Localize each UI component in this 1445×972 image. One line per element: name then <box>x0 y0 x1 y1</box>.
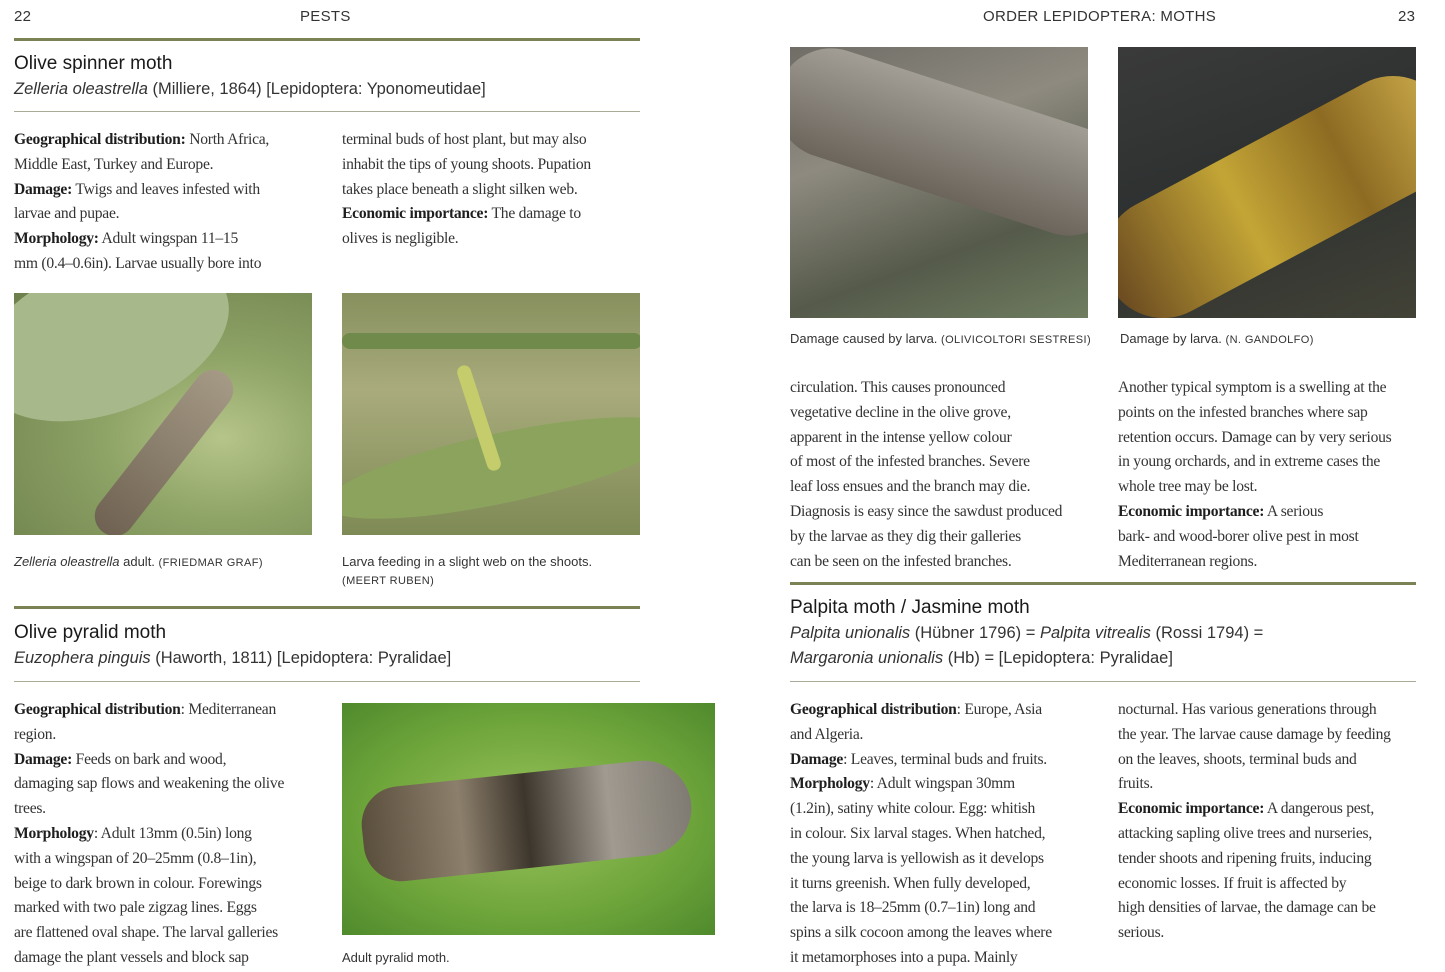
text-line <box>14 748 284 773</box>
text-line <box>790 376 1062 401</box>
line-text: North Africa, <box>185 131 270 148</box>
species-name: Palpita vitrealis <box>1039 624 1151 642</box>
text-line <box>790 847 1052 872</box>
photo-branch-damage <box>790 47 1088 318</box>
body-column <box>790 376 1062 574</box>
line-text: damaging sap flows and weakening the olive <box>14 775 285 793</box>
line-text: fruits. <box>1118 775 1154 793</box>
text-line <box>1118 450 1391 475</box>
text-line <box>1118 698 1391 723</box>
text-line <box>1118 797 1391 822</box>
text-line <box>790 550 1062 575</box>
text-line <box>1118 872 1391 897</box>
body-column <box>1118 376 1391 574</box>
photo-credit: (N. GANDOLFO) <box>1225 334 1314 346</box>
line-text: of most of the infested branches. Severe <box>790 453 1030 471</box>
text-line <box>14 896 284 921</box>
text-line <box>790 426 1062 451</box>
line-text: with a wingspan of 20–25mm (0.8–1in), <box>14 849 257 867</box>
text-line <box>790 797 1052 822</box>
text-line <box>1118 772 1391 797</box>
photo-caption <box>14 553 263 572</box>
line-text: economic losses. If fruit is affected by <box>1118 874 1347 892</box>
line-text: olives is negligible. <box>342 230 459 248</box>
text-line <box>14 797 284 822</box>
line-text: the year. The larvae cause damage by feeding <box>1118 725 1391 743</box>
text-line <box>14 202 269 227</box>
line-text: Adult wingspan 11–15 <box>98 230 239 248</box>
line-text: bark- and wood-borer olive pest in most <box>1118 527 1359 545</box>
text-line <box>790 500 1062 525</box>
photo-credit: (FRIEDMAR GRAF) <box>158 557 263 569</box>
text-line <box>342 227 591 252</box>
caption-text: Larva feeding in a slight web on the shoots. <box>342 554 593 569</box>
line-text: Feeds on bark and wood, <box>72 750 227 768</box>
text-line <box>1118 426 1391 451</box>
photo-caption <box>342 553 592 590</box>
body-column <box>1118 698 1391 946</box>
line-text: vegetative decline in the olive grove, <box>790 403 1011 421</box>
line-text: (1.2in), satiny white colour. Egg: whitish <box>790 800 1036 818</box>
text-line <box>790 475 1062 500</box>
photo-caption <box>790 330 1091 349</box>
text-line <box>14 822 284 847</box>
text-line <box>342 178 591 203</box>
line-text: Middle East, Turkey and Europe. <box>14 155 214 173</box>
caption-text: adult. <box>119 554 159 569</box>
text-line <box>14 723 284 748</box>
line-text: : Leaves, terminal buds and fruits. <box>843 750 1047 768</box>
line-text: in colour. Six larval stages. When hatched, <box>790 824 1046 842</box>
text-line <box>14 252 269 277</box>
text-line <box>1118 500 1391 525</box>
field-label: Morphology <box>14 824 94 842</box>
species-authority: (Milliere, 1864) [Lepidoptera: Yponomeutidae] <box>147 80 486 98</box>
line-text: points on the infested branches where sap <box>1118 403 1368 421</box>
text-line <box>14 153 269 178</box>
line-text: in young orchards, and in extreme cases the <box>1118 453 1381 471</box>
field-label: Damage: <box>14 180 73 198</box>
text-line <box>1118 748 1391 773</box>
line-text: A serious <box>1264 502 1324 520</box>
text-line <box>790 698 1052 723</box>
field-label: Morphology <box>790 775 870 793</box>
caption-italic: Zelleria oleastrella <box>14 554 120 569</box>
line-text: : Adult wingspan 30mm <box>869 775 1015 793</box>
body-column <box>14 128 269 277</box>
text-line <box>1118 921 1391 946</box>
field-label: Geographical distribution: <box>14 131 186 148</box>
line-text: apparent in the intense yellow colour <box>790 428 1012 446</box>
line-text: marked with two pale zigzag lines. Eggs <box>14 899 257 917</box>
field-label: Geographical distribution <box>14 701 181 718</box>
species-name: Zelleria oleastrella <box>14 80 148 98</box>
body-column <box>342 128 591 252</box>
line-text: : Europe, Asia <box>956 701 1042 718</box>
section-title: Olive spinner moth <box>14 53 173 74</box>
text-line <box>790 822 1052 847</box>
line-text: A dangerous pest, <box>1264 800 1374 818</box>
text-line <box>14 772 284 797</box>
line-text: it metamorphoses into a pupa. Mainly <box>790 948 1018 966</box>
text-line <box>14 128 269 153</box>
text-line <box>342 202 591 227</box>
line-text: : Adult 13mm (0.5in) long <box>93 824 252 842</box>
section-title: Palpita moth / Jasmine moth <box>790 597 1030 618</box>
line-text: attacking sapling olive trees and nurseries, <box>1118 824 1373 842</box>
line-text: the larva is 18–25mm (0.7–1in) long and <box>790 899 1036 917</box>
text-line <box>790 723 1052 748</box>
divider <box>14 681 640 682</box>
text-line <box>1118 723 1391 748</box>
line-text: on the leaves, shoots, terminal buds and <box>1118 750 1357 768</box>
text-line <box>14 847 284 872</box>
text-line <box>1118 376 1391 401</box>
line-text: terminal buds of host plant, but may also <box>342 131 587 148</box>
text-line <box>790 772 1052 797</box>
field-label: Damage <box>790 750 844 768</box>
photo-larva-damage <box>1118 47 1416 318</box>
line-text: by the larvae as they dig their galleries <box>790 527 1021 545</box>
line-text: Diagnosis is easy since the sawdust produced <box>790 502 1063 520</box>
line-text: region. <box>14 725 56 743</box>
line-text: tender shoots and ripening fruits, inducing <box>1118 849 1372 867</box>
text-line <box>14 698 284 723</box>
section-rule <box>14 38 640 41</box>
line-text: Twigs and leaves infested with <box>72 180 260 198</box>
line-text: takes place beneath a slight silken web. <box>342 180 578 198</box>
text-line <box>342 128 591 153</box>
text-line <box>14 921 284 946</box>
section-rule <box>14 606 640 609</box>
line-text: whole tree may be lost. <box>1118 478 1258 496</box>
text-line <box>790 896 1052 921</box>
line-text: leaf loss ensues and the branch may die. <box>790 478 1031 496</box>
line-text: and Algeria. <box>790 725 864 743</box>
line-text: can be seen on the infested branches. <box>790 552 1012 570</box>
text-line <box>790 921 1052 946</box>
line-text: Mediterranean regions. <box>1118 552 1258 570</box>
photo-credit: (MEERT RUBEN) <box>342 575 435 587</box>
field-label: Damage: <box>14 750 73 768</box>
text-line <box>1118 475 1391 500</box>
field-label: Economic importance: <box>1118 800 1265 818</box>
field-label: Economic importance: <box>1118 502 1265 520</box>
text-line <box>14 227 269 252</box>
line-text: nocturnal. Has various generations through <box>1118 701 1377 718</box>
caption-text: Damage by larva. <box>1120 331 1226 346</box>
line-text: damage the plant vessels and block sap <box>14 948 249 966</box>
line-text: circulation. This causes pronounced <box>790 379 1006 396</box>
section-title: Olive pyralid moth <box>14 622 167 643</box>
line-text: retention occurs. Damage can by very serious <box>1118 428 1392 446</box>
text-line <box>14 946 284 971</box>
species-name: Euzophera pinguis <box>14 649 151 667</box>
line-text: mm (0.4–0.6in). Larvae usually bore into <box>14 254 262 272</box>
body-column <box>14 698 284 971</box>
field-label: Geographical distribution <box>790 701 957 718</box>
line-text: The damage to <box>488 205 581 223</box>
divider <box>790 681 1416 682</box>
photo-pyralid-moth <box>342 703 715 935</box>
line-text: trees. <box>14 800 46 818</box>
photo-caption: Adult pyralid moth. <box>342 950 450 965</box>
page-number-left: 22 <box>14 8 32 25</box>
line-text: larvae and pupae. <box>14 205 120 223</box>
text-line <box>790 946 1052 971</box>
text-line <box>790 450 1062 475</box>
caption-text: Damage caused by larva. <box>790 331 942 346</box>
page-number-right: 23 <box>1398 8 1416 25</box>
species-authority: (Haworth, 1811) [Lepidoptera: Pyralidae] <box>150 649 452 667</box>
scientific-name <box>14 80 486 99</box>
text-line <box>1118 525 1391 550</box>
line-text: inhabit the tips of young shoots. Pupation <box>342 155 591 173</box>
species-name: Palpita unionalis <box>790 624 911 642</box>
species-authority: (Hübner 1796) = <box>910 624 1040 642</box>
text-line <box>14 872 284 897</box>
text-line <box>1118 401 1391 426</box>
scientific-name <box>790 624 1263 643</box>
running-head-left: PESTS <box>300 8 351 25</box>
scientific-name <box>14 649 451 668</box>
line-text: : Mediterranean <box>180 701 277 718</box>
species-name: Margaronia unionalis <box>790 649 944 667</box>
text-line <box>1118 550 1391 575</box>
photo-zelleria-adult <box>14 293 312 535</box>
line-text: high densities of larvae, the damage can be <box>1118 899 1376 917</box>
running-head-right: ORDER LEPIDOPTERA: MOTHS <box>983 8 1217 25</box>
field-label: Morphology: <box>14 230 99 248</box>
line-text: spins a silk cocoon among the leaves where <box>790 924 1052 942</box>
line-text: Another typical symptom is a swelling at the <box>1118 379 1387 396</box>
line-text: serious. <box>1118 924 1165 942</box>
species-authority: (Hb) = [Lepidoptera: Pyralidae] <box>943 649 1173 667</box>
text-line <box>790 525 1062 550</box>
species-authority: (Rossi 1794) = <box>1150 624 1264 642</box>
divider <box>14 111 640 112</box>
line-text: are flattened oval shape. The larval galleries <box>14 924 279 942</box>
line-text: it turns greenish. When fully developed, <box>790 874 1031 892</box>
photo-larva-feeding <box>342 293 640 535</box>
text-line <box>790 748 1052 773</box>
text-line <box>1118 822 1391 847</box>
scientific-name <box>790 649 1173 668</box>
photo-credit: (OLIVICOLTORI SESTRESI) <box>941 334 1092 346</box>
section-rule <box>790 582 1416 585</box>
photo-caption <box>1120 330 1314 349</box>
text-line <box>790 401 1062 426</box>
text-line <box>14 178 269 203</box>
body-column <box>790 698 1052 971</box>
text-line <box>1118 896 1391 921</box>
line-text: beige to dark brown in colour. Forewings <box>14 874 262 892</box>
text-line <box>1118 847 1391 872</box>
text-line <box>342 153 591 178</box>
line-text: the young larva is yellowish as it develops <box>790 849 1044 867</box>
field-label: Economic importance: <box>342 205 489 223</box>
text-line <box>790 872 1052 897</box>
